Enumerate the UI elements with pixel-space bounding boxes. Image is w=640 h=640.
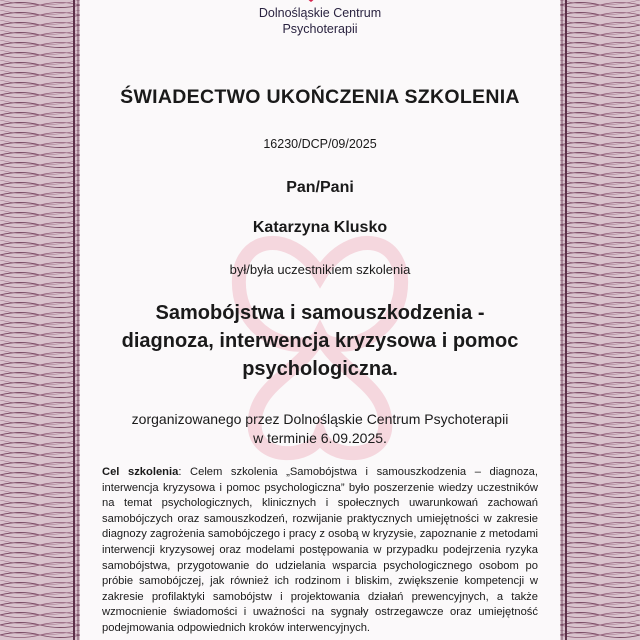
course-title-line: Samobójstwa i samouszkodzenia - [155, 302, 485, 324]
training-goal-label: Cel szkolenia [102, 466, 179, 478]
logo-mark-icon [304, 0, 318, 4]
decorative-border-left [0, 0, 80, 640]
certificate-title: ŚWIADECTWO UKOŃCZENIA SZKOLENIA [120, 86, 520, 108]
organization-logo [80, 0, 560, 37]
course-title-line: diagnoza, interwencja kryzysowa i pomoc [121, 330, 519, 352]
participant-text: był/była uczestnikiem szkolenia [229, 262, 411, 277]
recipient-name: Katarzyna Klusko [252, 219, 388, 236]
salutation: Pan/Pani [286, 179, 354, 196]
course-title-line: psychologiczna. [242, 358, 398, 380]
organization-name-line2: Psychoterapii [282, 22, 358, 36]
organization-name-line1: Dolnośląskie Centrum [258, 6, 382, 20]
certificate-number: 16230/DCP/09/2025 [263, 137, 377, 151]
training-goal-text: : Celem szkolenia „Samobójstwa i samouszkodzenia – diagnoza, interwencja kryzysowa i pomoc psychologiczna” było poszerzenie wiedzy uczestników na temat psychologicznych, klinicznych i społecznych uwarunkowań zachowań samobójczych oraz samouszkodzeń, rozwijanie praktycznych umiejętności w zakresie diagnozy zagrożenia samobójczego i pracy z osobą w kryzysie, zapoznanie z metodami interwencji kryzysowej oraz modelami postępowania w przypadku podejrzenia ryzyka samobójstwa, przygotowanie do udzielania wsparcia psychologicznego osobom po próbie samobójczej, jak również ich rodzinom i bliskim, zwiększenie kompetencji w zakresie profilaktyki samobójstw i projektowania działań prewencyjnych, a także wzmocnienie świadomości i uważności na sygnały ostrzegawcze oraz umiejętność podejmowania odpowiednich kroków interwencyjnych. [102, 466, 538, 634]
organizer-line: zorganizowanego przez Dolnośląskie Centrum Psychoterapii [131, 411, 509, 427]
training-goal [102, 465, 538, 637]
course-title [80, 299, 560, 383]
date-line: w terminie 6.09.2025. [253, 430, 387, 446]
decorative-border-right [560, 0, 640, 640]
organizer-info [80, 410, 560, 448]
certificate-paper [80, 0, 560, 640]
